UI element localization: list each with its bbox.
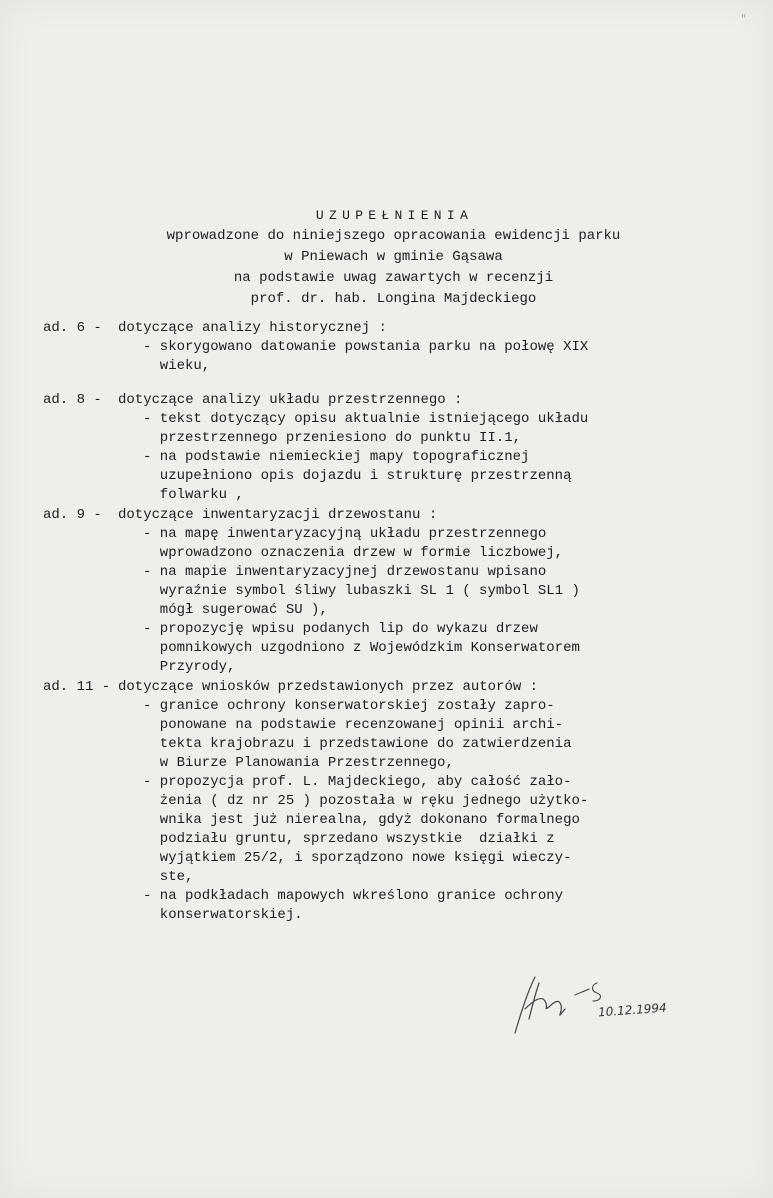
section-line: uzupełniono opis dojazdu i strukturę przestrzenną [143, 468, 572, 484]
section-line: - na mapie inwentaryzacyjnej drzewostanu wpisano [143, 564, 547, 580]
section-line: folwarku , [143, 487, 244, 503]
section-line: - na podkładach mapowych wkreślono granice ochrony [143, 888, 564, 904]
section-heading-row [43, 391, 743, 410]
section-line: żenia ( dz nr 25 ) pozostała w ręku jednego użytko- [143, 793, 589, 809]
section-heading-row [43, 319, 743, 338]
section-heading: dotyczące inwentaryzacji drzewostanu : [118, 507, 438, 523]
section-line: pomnikowych uzgodniono z Wojewódzkim Konserwatorem [143, 640, 580, 656]
section-line: - granice ochrony konserwatorskiej zostały zapro- [143, 698, 555, 714]
section-line: - skorygowano datowanie powstania parku na połowę XIX [143, 339, 589, 355]
section-line: konserwatorskiej. [143, 907, 303, 923]
section-line: tekta krajobrazu i przedstawione do zatwierdzenia [143, 736, 572, 752]
section-label: ad. 9 - [43, 507, 102, 523]
section-line: - na podstawie niemieckiej mapy topograficznej [143, 449, 530, 465]
section-heading: dotyczące analizy historycznej : [118, 320, 387, 336]
section-line: wnika jest już nierealna, gdyż dokonano formalnego [143, 812, 580, 828]
section-heading-row [43, 678, 743, 697]
document-header [0, 205, 773, 310]
section-line: - na mapę inwentaryzacyjną układu przestrzennego [143, 526, 547, 542]
section-line: - propozycję wpisu podanych lip do wykazu drzew [143, 621, 538, 637]
section-line: wyjątkiem 25/2, i sporządzono nowe księgi wieczy- [143, 850, 572, 866]
section-gap [43, 376, 743, 391]
section-line: - tekst dotyczący opisu aktualnie istniejącego układu [143, 411, 589, 427]
section-line: mógł sugerować SU ), [143, 602, 328, 618]
section-heading: dotyczące analizy układu przestrzennego : [118, 392, 463, 408]
section-line: w Biurze Planowania Przestrzennego, [143, 755, 454, 771]
document-body [43, 319, 743, 925]
section-heading: dotyczące wniosków przedstawionych przez autorów : [118, 679, 539, 695]
document-title: UZUPEŁNIENIA [315, 208, 474, 223]
section-line: przestrzennego przeniesiono do punktu II.1, [143, 430, 522, 446]
section-label: ad. 11 - [43, 679, 111, 695]
section-line: ponowane na podstawie recenzowanej opinii archi- [143, 717, 564, 733]
section-label: ad. 6 - [43, 320, 102, 336]
signature-date: 10.12.1994 [597, 1000, 668, 1020]
section-heading-row [43, 506, 743, 525]
corner-mark: " [741, 14, 747, 24]
section-line: wyraźnie symbol śliwy lubaszki SL 1 ( symbol SL1 ) [143, 583, 580, 599]
header-line-1: wprowadzone do niniejszego opracowania ewidencji parku [166, 228, 621, 244]
section-label: ad. 8 - [43, 392, 102, 408]
section-line: - propozycja prof. L. Majdeckiego, aby całość zało- [143, 774, 572, 790]
section-line: podziału gruntu, sprzedano wszystkie działki z [143, 831, 555, 847]
header-line-3: na podstawie uwag zawartych w recenzji [233, 270, 554, 286]
header-line-2: w Pniewach w gminie Gąsawa [284, 249, 503, 265]
section-line: wieku, [143, 358, 211, 374]
section-line: ste, [143, 869, 194, 885]
header-line-4: prof. dr. hab. Longina Majdeckiego [250, 291, 537, 307]
section-line: Przyrody, [143, 659, 236, 675]
section-line: wprowadzono oznaczenia drzew w formie liczbowej, [143, 545, 564, 561]
